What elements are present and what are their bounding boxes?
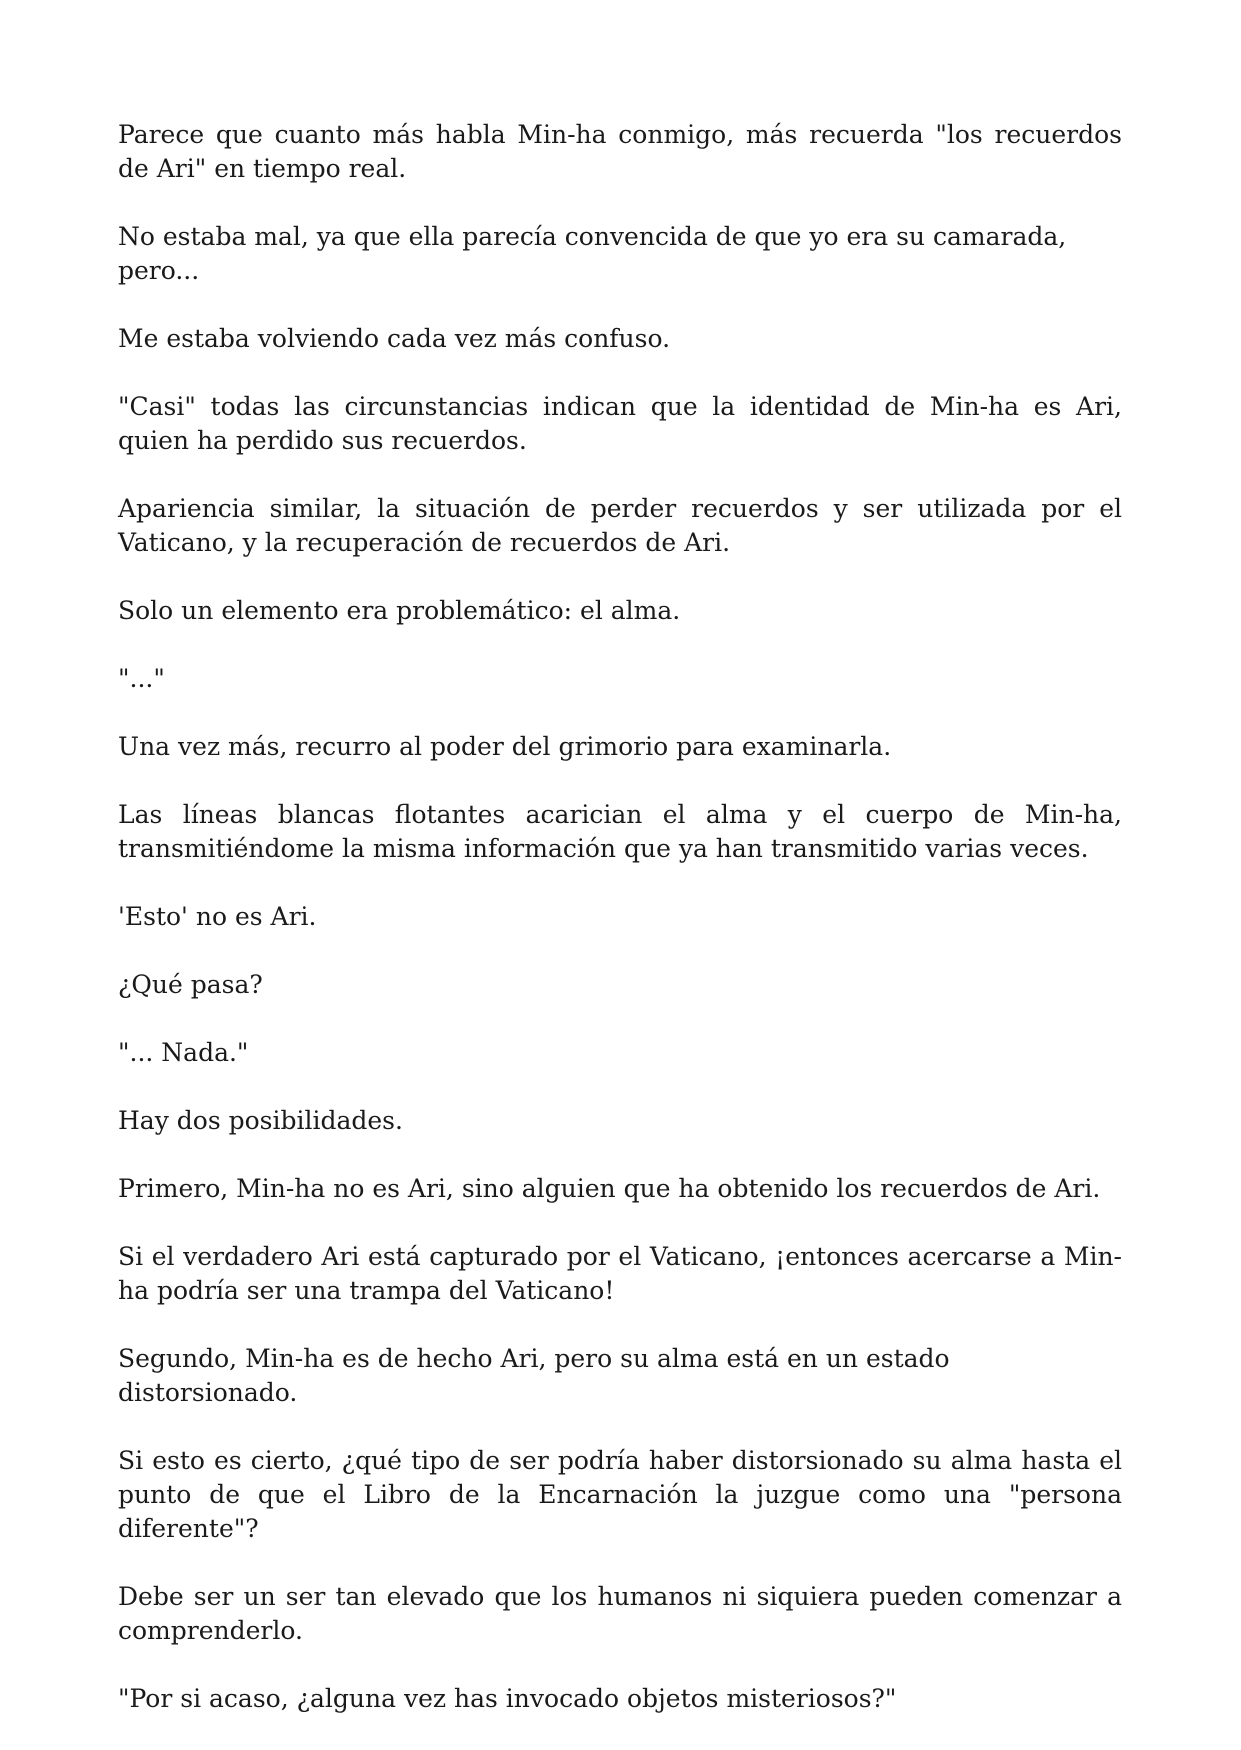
paragraph-4: "Casi" todas las circunstancias indican que la identidad de Min-ha es Ari, quien ha perdido sus recuerdos. xyxy=(118,392,1122,455)
paragraph-19: "Por si acaso, ¿alguna vez has invocado objetos misteriosos?" xyxy=(118,1684,897,1713)
paragraph-1: Parece que cuanto más habla Min-ha conmigo, más recuerda "los recuerdos de Ari" en tiempo real. xyxy=(118,120,1122,183)
paragraph-5: Apariencia similar, la situación de perder recuerdos y ser utilizada por el Vaticano, y la recuperación de recuerdos de Ari. xyxy=(118,494,1122,557)
paragraph-7: "..." xyxy=(118,664,165,693)
paragraph-16: Segundo, Min-ha es de hecho Ari, pero su alma está en un estado distorsionado. xyxy=(118,1344,950,1407)
paragraph-11: ¿Qué pasa? xyxy=(118,970,263,999)
paragraph-9: Las líneas blancas flotantes acarician el alma y el cuerpo de Min-ha, transmitiéndome la misma información que ya han transmitido varias veces. xyxy=(118,800,1122,863)
paragraph-8: Una vez más, recurro al poder del grimorio para examinarla. xyxy=(118,732,892,761)
paragraph-6: Solo un elemento era problemático: el alma. xyxy=(118,596,681,625)
paragraph-12: "... Nada." xyxy=(118,1038,249,1067)
paragraph-3: Me estaba volviendo cada vez más confuso. xyxy=(118,324,671,353)
document-body xyxy=(118,118,1122,1750)
paragraph-18: Debe ser un ser tan elevado que los humanos ni siquiera pueden comenzar a comprenderlo. xyxy=(118,1582,1122,1645)
paragraph-13: Hay dos posibilidades. xyxy=(118,1106,403,1135)
paragraph-2: No estaba mal, ya que ella parecía convencida de que yo era su camarada, pero... xyxy=(118,222,1067,285)
paragraph-15: Si el verdadero Ari está capturado por el Vaticano, ¡entonces acercarse a Min-ha podría ser una trampa del Vaticano! xyxy=(118,1242,1122,1305)
paragraph-17: Si esto es cierto, ¿qué tipo de ser podría haber distorsionado su alma hasta el punto de que el Libro de la Encarnación la juzgue como una "persona diferente"? xyxy=(118,1446,1122,1543)
paragraph-10: 'Esto' no es Ari. xyxy=(118,902,317,931)
paragraph-14: Primero, Min-ha no es Ari, sino alguien que ha obtenido los recuerdos de Ari. xyxy=(118,1174,1101,1203)
